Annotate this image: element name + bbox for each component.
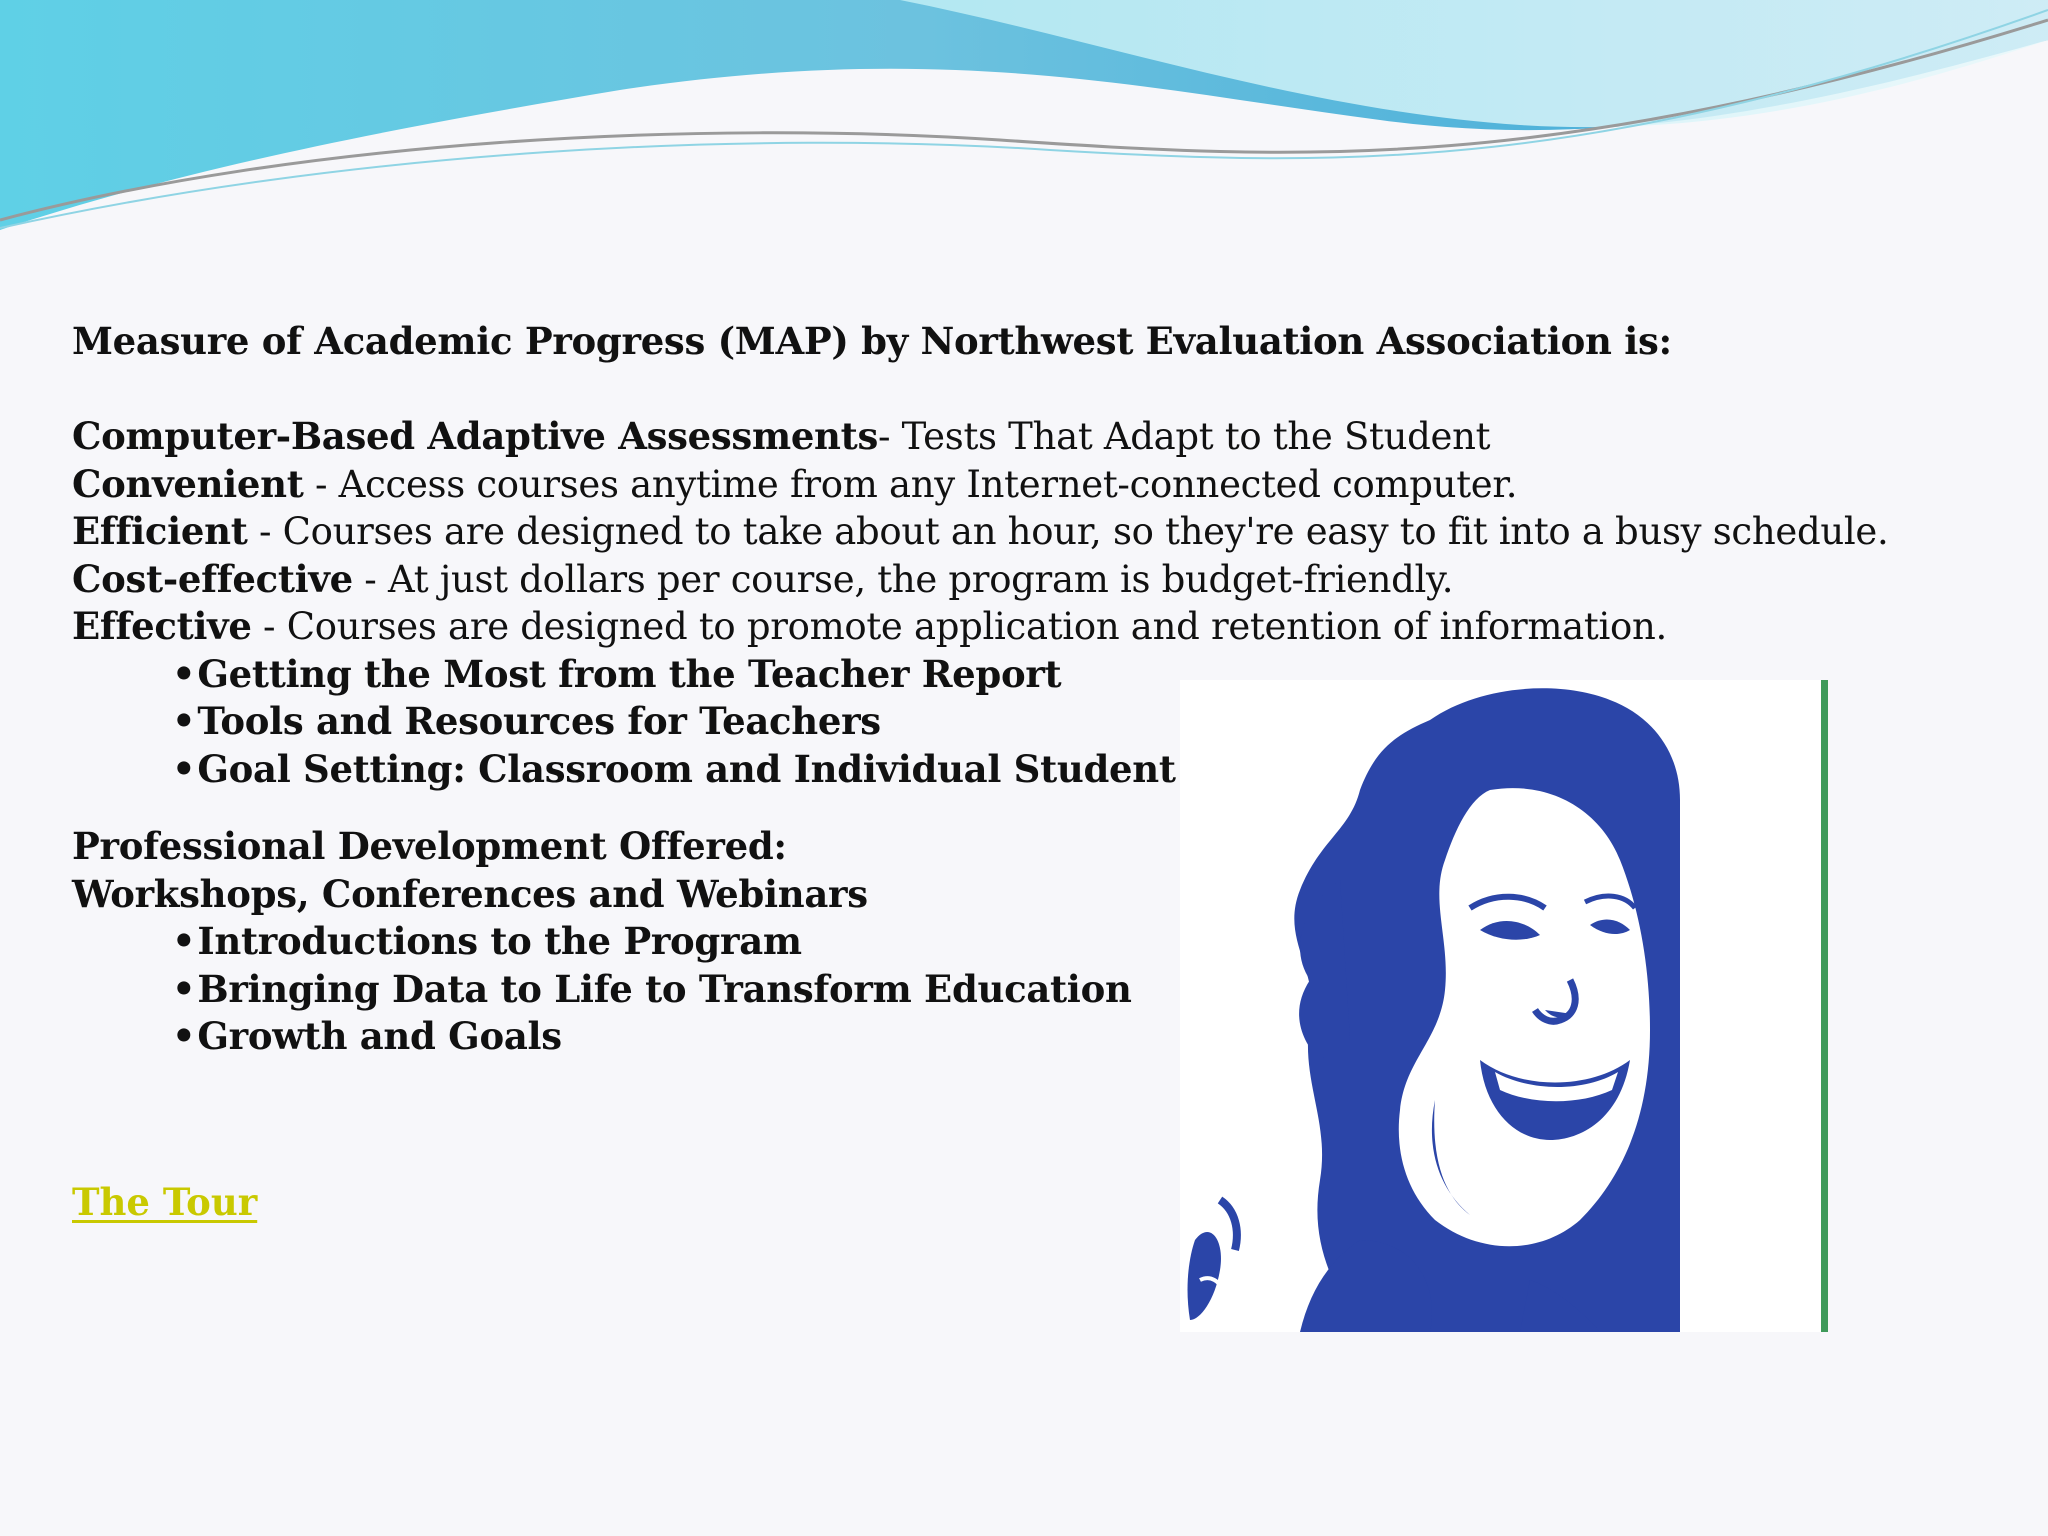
feature-item bbox=[72, 603, 1972, 651]
feature-desc: - Courses are designed to promote application and retention of information. bbox=[251, 605, 1667, 648]
bullet-text: Tools and Resources for Teachers bbox=[197, 699, 881, 743]
feature-item bbox=[72, 508, 1972, 556]
feature-item bbox=[72, 556, 1972, 604]
header-wave-decoration bbox=[0, 0, 2048, 240]
bullet-glyph: • bbox=[172, 651, 196, 696]
bullet-text: Bringing Data to Life to Transform Education bbox=[197, 966, 1132, 1011]
feature-term: Effective bbox=[72, 604, 252, 648]
bullet-glyph: • bbox=[172, 966, 196, 1011]
bullet-glyph: • bbox=[172, 746, 196, 791]
bullet-glyph: • bbox=[172, 699, 196, 743]
pd-heading: Professional Development Offered: bbox=[72, 824, 787, 868]
bullet-text: Growth and Goals bbox=[197, 1014, 562, 1058]
bullet-text: Getting the Most from the Teacher Report bbox=[197, 651, 1062, 696]
feature-desc: - Tests That Adapt to the Student bbox=[877, 415, 1491, 458]
feature-term: Convenient bbox=[72, 461, 304, 506]
feature-desc: - At just dollars per course, the program is budget-friendly. bbox=[352, 557, 1454, 601]
feature-desc: - Access courses anytime from any Internet-connected computer. bbox=[303, 462, 1518, 506]
bullet-text: Introductions to the Program bbox=[197, 919, 802, 963]
feature-term: Computer-Based Adaptive Assessments bbox=[72, 414, 878, 458]
feature-term: Efficient bbox=[72, 509, 248, 553]
bullet-text: Goal Setting: Classroom and Individual Student bbox=[197, 746, 1176, 791]
feature-desc: - Courses are designed to take about an hour, so they're easy to fit into a busy schedule. bbox=[247, 510, 1889, 553]
feature-item bbox=[72, 461, 1972, 509]
feature-item bbox=[72, 413, 1972, 461]
bullet-glyph: • bbox=[172, 919, 196, 963]
child-portrait-image bbox=[1180, 680, 1828, 1332]
feature-term: Cost-effective bbox=[72, 556, 353, 601]
slide-heading: Measure of Academic Progress (MAP) by Northwest Evaluation Association is: bbox=[72, 319, 1672, 363]
bullet-glyph: • bbox=[172, 1014, 196, 1058]
pd-subheading: Workshops, Conferences and Webinars bbox=[72, 871, 868, 916]
the-tour-link[interactable]: The Tour bbox=[72, 1180, 258, 1224]
